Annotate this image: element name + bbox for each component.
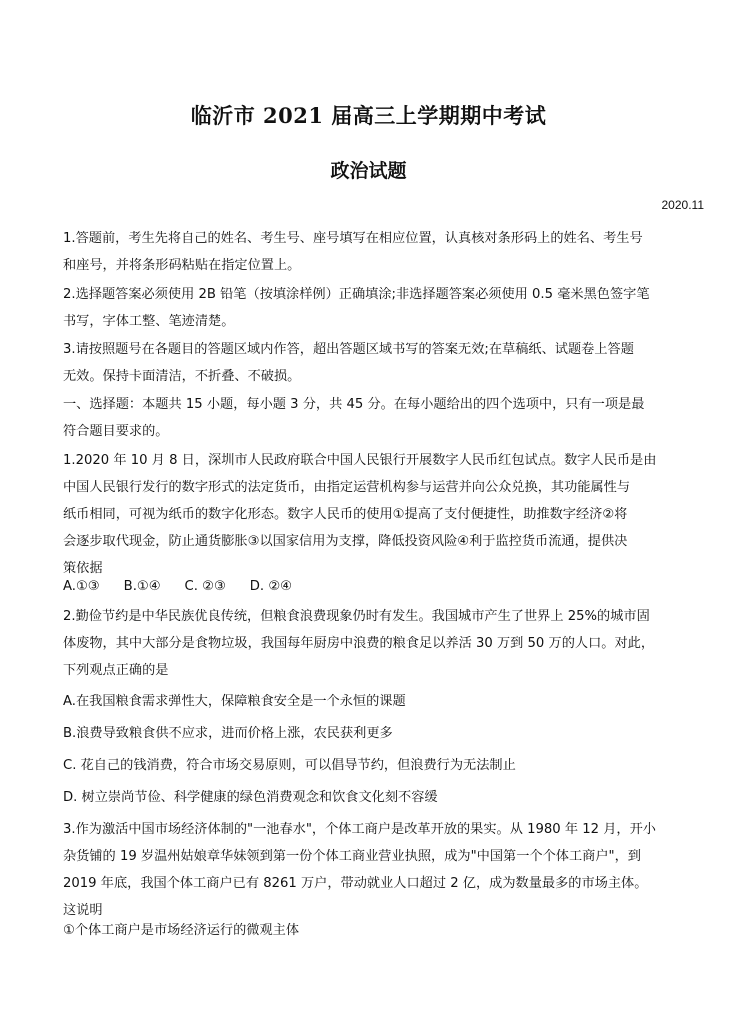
exam-subject: 政治试题 (330, 160, 407, 182)
option-d: D. ②④ (249, 579, 292, 594)
question-line: 策依据 (63, 561, 103, 576)
question-1 (63, 447, 675, 582)
question-line: 会逐步取代现金，防止通货膨胀③以国家信用为支撑，降低投资风险④利于监控货币流通，提供决 (63, 534, 628, 549)
exam-title: 临沂市 2021 届高三上学期期中考试 (190, 103, 547, 128)
question-line: 2.勤俭节约是中华民族优良传统，但粮食浪费现象仍时有发生。我国城市产生了世界上 25%的城市固 (63, 609, 650, 624)
option-c: C. 花自己的钱消费，符合市场交易原则，可以倡导节约，但浪费行为无法制止 (63, 758, 516, 773)
question-line: 下列观点正确的是 (63, 663, 169, 678)
instruction-line: 1.答题前，考生先将自己的姓名、考生号、座号填写在相应位置，认真核对条形码上的姓名、考生号 (63, 231, 643, 246)
option-a: A.在我国粮食需求弹性大，保障粮食安全是一个永恒的课题 (63, 694, 406, 709)
question-line: 中国人民银行发行的数字形式的法定货币，由指定运营机构参与运营并向公众兑换，其功能属性与 (63, 480, 631, 495)
question-line: 3.作为激活中国市场经济体制的"一池春水"，个体工商户是改革开放的果实。从 1980 年 12 月，开小 (63, 822, 656, 837)
question-line: 体废物，其中大部分是食物垃圾，我国每年厨房中浪费的粮食足以养活 30 万到 50 万的人口。对此， (63, 636, 655, 651)
option-a: A.①③ (63, 579, 100, 594)
question-2 (63, 603, 675, 684)
question-line: 1.2020 年 10 月 8 日，深圳市人民政府联合中国人民银行开展数字人民币红包试点。数字人民币是由 (63, 453, 657, 468)
question-line: 纸币相同，可视为纸币的数字化形态。数字人民币的使用①提高了支付便捷性，助推数字经济②将 (63, 507, 628, 522)
instruction-1 (63, 225, 675, 279)
question-3-items (63, 917, 675, 944)
question-1-options (63, 573, 675, 600)
statement-item: ①个体工商户是市场经济运行的微观主体 (63, 923, 300, 938)
section-line: 符合题目要求的。 (63, 424, 169, 439)
instruction-line: 2.选择题答案必须使用 2B 铅笔（按填涂样例）正确填涂;非选择题答案必须使用 0.5 毫米黑色签字笔 (63, 287, 650, 302)
instruction-3 (63, 336, 675, 390)
instruction-2 (63, 281, 675, 335)
option-b: B.①④ (123, 579, 161, 594)
option-b: B.浪费导致粮食供不应求，进而价格上涨，农民获利更多 (63, 726, 393, 741)
section-line: 一、选择题：本题共 15 小题，每小题 3 分，共 45 分。在每小题给出的四个选项中，只有一项是最 (63, 397, 645, 412)
question-line: 2019 年底，我国个体工商户已有 8261 万户，带动就业人口超过 2 亿，成为数量最多的市场主体。 (63, 876, 648, 891)
question-2-options (63, 686, 675, 814)
exam-date: 2020.11 (661, 198, 704, 212)
question-line: 这说明 (63, 903, 103, 918)
instruction-line: 无效。保持卡面清洁，不折叠、不破损。 (63, 369, 301, 384)
option-c: C. ②③ (184, 579, 226, 594)
question-line: 杂货铺的 19 岁温州姑娘章华妹领到第一份个体工商业营业执照，成为"中国第一个个体工商户"，到 (63, 849, 641, 864)
instruction-line: 书写，字体工整、笔迹清楚。 (63, 314, 235, 329)
option-d: D. 树立崇尚节俭、科学健康的绿色消费观念和饮食文化刻不容缓 (63, 790, 438, 805)
section-heading (63, 391, 675, 445)
instruction-line: 3.请按照题号在各题目的答题区域内作答，超出答题区域书写的答案无效;在草稿纸、试题卷上答题 (63, 342, 634, 357)
question-3 (63, 816, 675, 924)
instruction-line: 和座号，并将条形码粘贴在指定位置上。 (63, 258, 301, 273)
